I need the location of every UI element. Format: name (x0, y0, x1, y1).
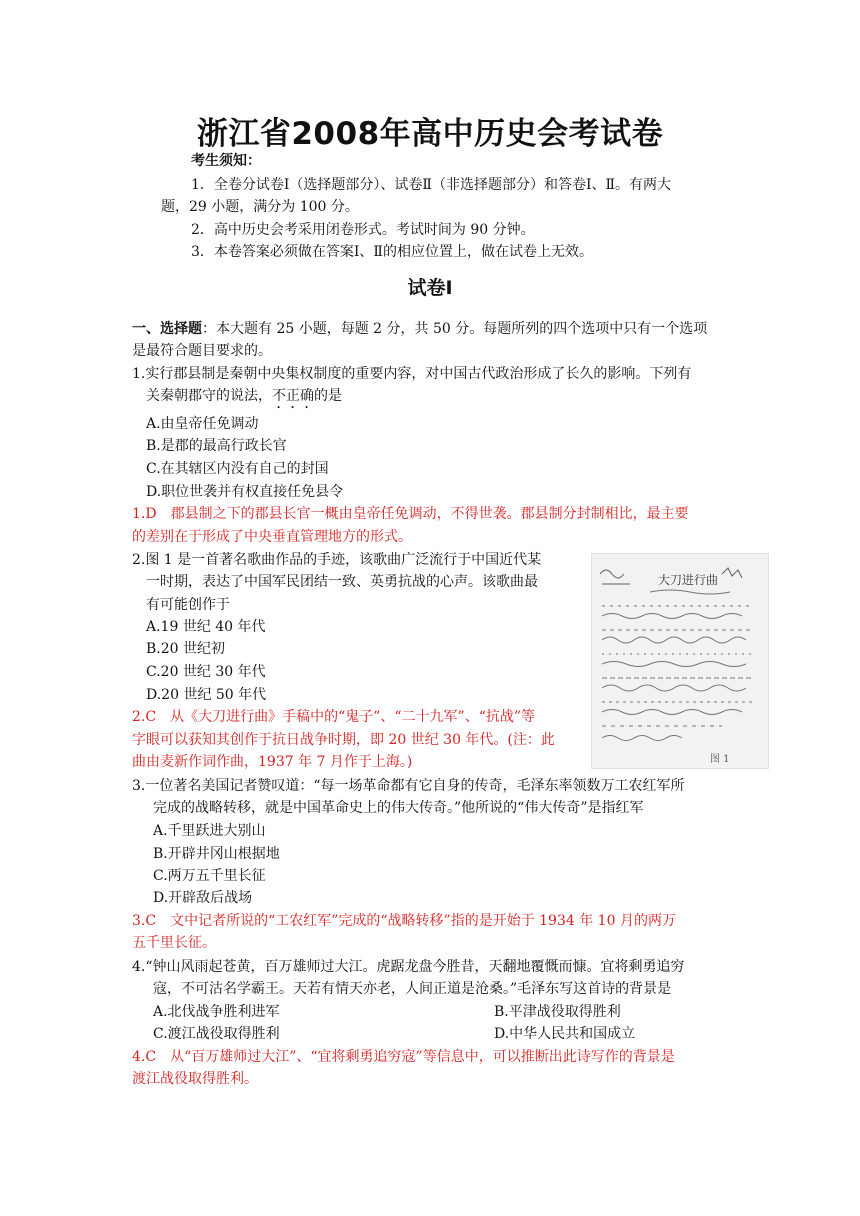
part1-desc-cont: 是最符合题目要求的。 (132, 343, 272, 359)
q2-answer-cont2: 曲由麦新作词作曲，1937 年 7 月作于上海。) (132, 754, 413, 770)
part1-desc: ：本大题有 25 小题，每题 2 分，共 50 分。每题所列的四个选项中只有一个选项 (202, 321, 708, 337)
figure-caption: 图 1 (710, 754, 730, 765)
q4-option-a: A.北伐战争胜利进军 (153, 1004, 280, 1020)
q2-option-b: B.20 世纪初 (146, 641, 226, 657)
q2-option-a: A.19 世纪 40 年代 (146, 619, 266, 635)
q1-emphasis: 不正确 (272, 388, 314, 404)
notice-item-1-cont: 题，29 小题，满分为 100 分。 (161, 199, 359, 215)
q3-answer: 3.C 文中记者所说的“工农红军”完成的“战略转移”指的是开始于 1934 年 10 月的两万 (132, 913, 676, 929)
q3-option-d: D.开辟敌后战场 (153, 890, 253, 906)
page-title: 浙江省2008年高中历史会考试卷 (196, 116, 664, 152)
q1-option-c: C.在其辖区内没有自己的封国 (146, 461, 329, 477)
q4-option-b: B.平津战役取得胜利 (494, 1004, 621, 1020)
q1-option-a: A.由皇帝任免调动 (146, 416, 259, 432)
q4-option-c: C.渡江战役取得胜利 (153, 1026, 280, 1042)
notice-item-1: 1．全卷分试卷Ⅰ（选择题部分）、试卷Ⅱ（非选择题部分）和答卷Ⅰ、Ⅱ。有两大 (191, 177, 671, 193)
q1-option-d: D.职位世袭并有权直接任免县令 (146, 484, 344, 500)
q2-answer: 2.C 从《大刀进行曲》手稿中的“鬼子”、“二十九军”、“抗战”等 (132, 709, 536, 725)
q4-answer-cont: 渡江战役取得胜利。 (132, 1071, 258, 1087)
q3-stem: 3.一位著名美国记者赞叹道：“每一场革命都有它自身的传奇，毛泽东率领数万工农红军所 (132, 778, 685, 794)
q3-option-c: C.两万五千里长征 (153, 868, 266, 884)
q4-option-d: D.中华人民共和国成立 (494, 1026, 636, 1042)
section-title: 试卷Ⅰ (407, 277, 453, 299)
q1-stem-cont (146, 385, 342, 412)
manuscript-drawing (592, 554, 768, 768)
q2-stem: 2.图 1 是一首著名歌曲作品的手迹，该歌曲广泛流行于中国近代某 (132, 552, 542, 568)
q1-answer: 1.D 郡县制之下的郡县长官一概由皇帝任免调动，不得世袭。郡县制分封制相比，最主要 (132, 506, 689, 522)
q4-stem-cont: 寇，不可沽名学霸王。天若有情天亦老，人间正道是沧桑。”毛泽东写这首诗的背景是 (153, 981, 672, 997)
part1-label: 一、选择题 (132, 321, 202, 337)
q3-answer-cont: 五千里长征。 (132, 935, 216, 951)
notice-heading: 考生须知： (191, 153, 261, 169)
part1-instructions (132, 318, 707, 340)
q2-answer-cont1: 字眼可以获知其创作于抗日战争时期，即 20 世纪 30 年代。(注：此 (132, 732, 555, 748)
q1-option-b: B.是郡的最高行政长官 (146, 438, 287, 454)
q2-stem-cont1: 一时期，表达了中国军民团结一致、英勇抗战的心声。该歌曲最 (146, 574, 538, 590)
q2-stem-cont2: 有可能创作于 (146, 597, 230, 613)
q2-option-d: D.20 世纪 50 年代 (146, 687, 267, 703)
q2-option-c: C.20 世纪 30 年代 (146, 664, 266, 680)
notice-item-3: 3．本卷答案必须做在答案Ⅰ、Ⅱ的相应位置上，做在试卷上无效。 (191, 244, 593, 260)
q4-stem: 4.“钟山风雨起苍黄，百万雄师过大江。虎踞龙盘今胜昔，天翻地覆慨而慷。宜将剩勇追穷 (132, 959, 685, 975)
figure-top-text: 大刀进行曲 (658, 573, 719, 587)
q1-stem-pre: 关秦朝郡守的说法， (146, 388, 272, 404)
q3-option-a: A.千里跃进大别山 (153, 823, 266, 839)
q4-answer: 4.C 从“百万雄师过大江”、“宜将剩勇追穷寇”等信息中，可以推断出此诗写作的背景是 (132, 1049, 675, 1065)
figure-1-manuscript (591, 553, 769, 769)
q1-stem-post: 的是 (314, 388, 342, 404)
q1-answer-cont: 的差别在于形成了中央垂直管理地方的形式。 (132, 529, 412, 545)
q1-stem: 1.实行郡县制是秦朝中央集权制度的重要内容，对中国古代政治形成了长久的影响。下列有 (132, 366, 692, 382)
q3-option-b: B.开辟井冈山根据地 (153, 846, 280, 862)
q3-stem-cont: 完成的战略转移，就是中国革命史上的伟大传奇。”他所说的“伟大传奇”是指红军 (153, 800, 644, 816)
notice-item-2: 2．高中历史会考采用闭卷形式。考试时间为 90 分钟。 (191, 222, 535, 238)
